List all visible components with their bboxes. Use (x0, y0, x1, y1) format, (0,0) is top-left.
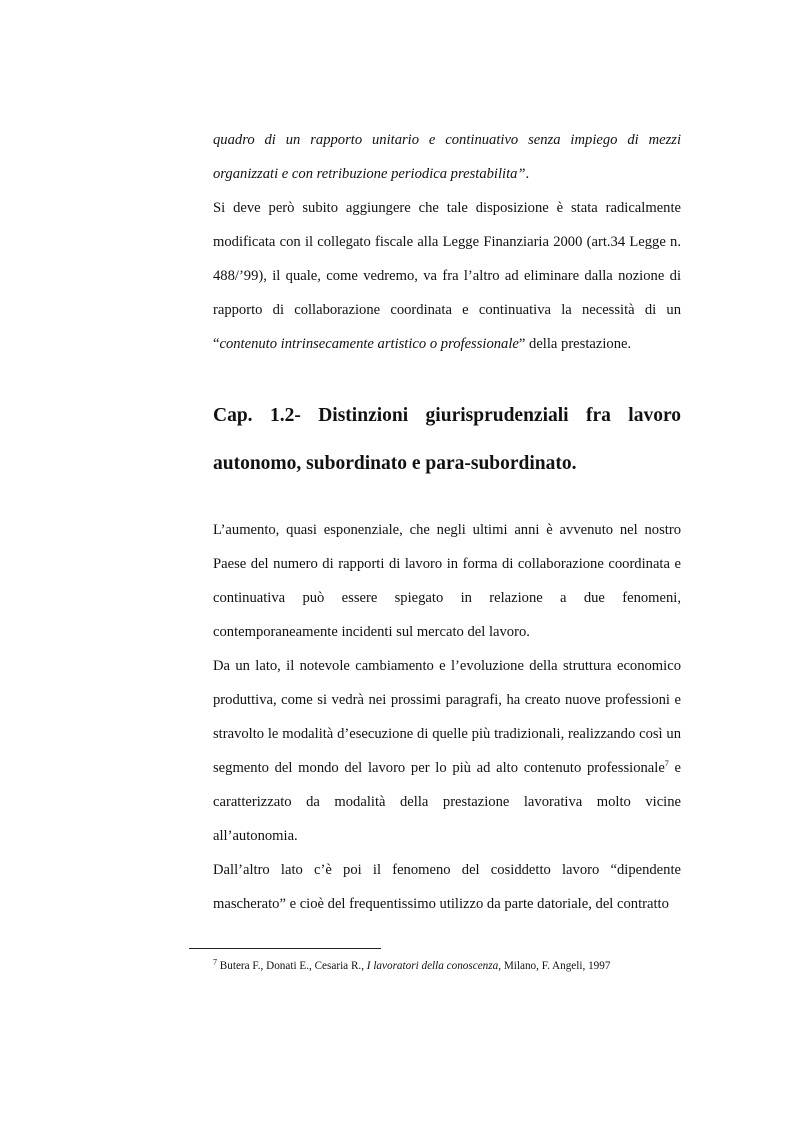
footnote-number: 7 (213, 957, 217, 967)
footnote-ref[interactable]: 7 (664, 759, 669, 769)
paragraph-disposizione-text: Si deve però subito aggiungere che tale disposizione è stata radicalmente modificata con il collegato fiscale alla Legge Finanziaria 2000 (art.34 Legge n. 488/’99), il quale, come vedremo, va fra l’altro ad eliminare dalla nozione di rapporto di collaborazione coordinata e continuativa la necessità di un “ (213, 200, 681, 352)
footnote-title: I lavoratori della conoscenza (366, 960, 499, 972)
paragraph-disposizione-italic: contenuto intrinsecamente artistico o professionale (219, 336, 519, 352)
footnote-authors: Butera F., Donati E., Cesaria R., (217, 960, 367, 972)
paragraph-dall-altro: Dall’altro lato c’è poi il fenomeno del cosiddetto lavoro “dipendente mascherato” e cioè del frequentissimo utilizzo da parte datoriale, del contratto (213, 862, 681, 912)
paragraph-da-un-lato-tail: e caratterizzato da modalità della prestazione lavorativa molto vicine all’autonomia. (213, 760, 681, 844)
paragraph-disposizione-tail: ” della prestazione. (518, 336, 632, 352)
quote-italic: quadro di un rapporto unitario e continuativo senza impiego di mezzi organizzati e con retribuzione periodica prestabilita” (213, 132, 681, 182)
footnote (213, 956, 683, 976)
paragraph-da-un-lato-text: Da un lato, il notevole cambiamento e l’evoluzione della struttura economico produttiva, come si vedrà nei prossimi paragrafi, ha creato nuove professioni e stravolto le modalità d’esecuzione di quelle più tradizionali, realizzando così un segmento del mondo del lavoro per lo più ad alto contenuto professionale (213, 658, 681, 776)
footnote-separator (189, 948, 381, 949)
paragraph-da-un-lato (213, 649, 681, 853)
section-heading: Cap. 1.2- Distinzioni giurisprudenziali fra lavoro autonomo, subordinato e para-subordinato. (213, 405, 681, 474)
quote-tail: . (525, 166, 530, 182)
paragraph-disposizione (213, 191, 681, 361)
footnote-rest: , Milano, F. Angeli, 1997 (498, 960, 611, 972)
paragraph-quote-end (213, 123, 681, 191)
paragraph-aumento: L’aumento, quasi esponenziale, che negli ultimi anni è avvenuto nel nostro Paese del numero di rapporti di lavoro in forma di collaborazione coordinata e continuativa può essere spiegato in relazione a due fenomeni, contemporaneamente incidenti sul mercato del lavoro. (213, 522, 681, 640)
